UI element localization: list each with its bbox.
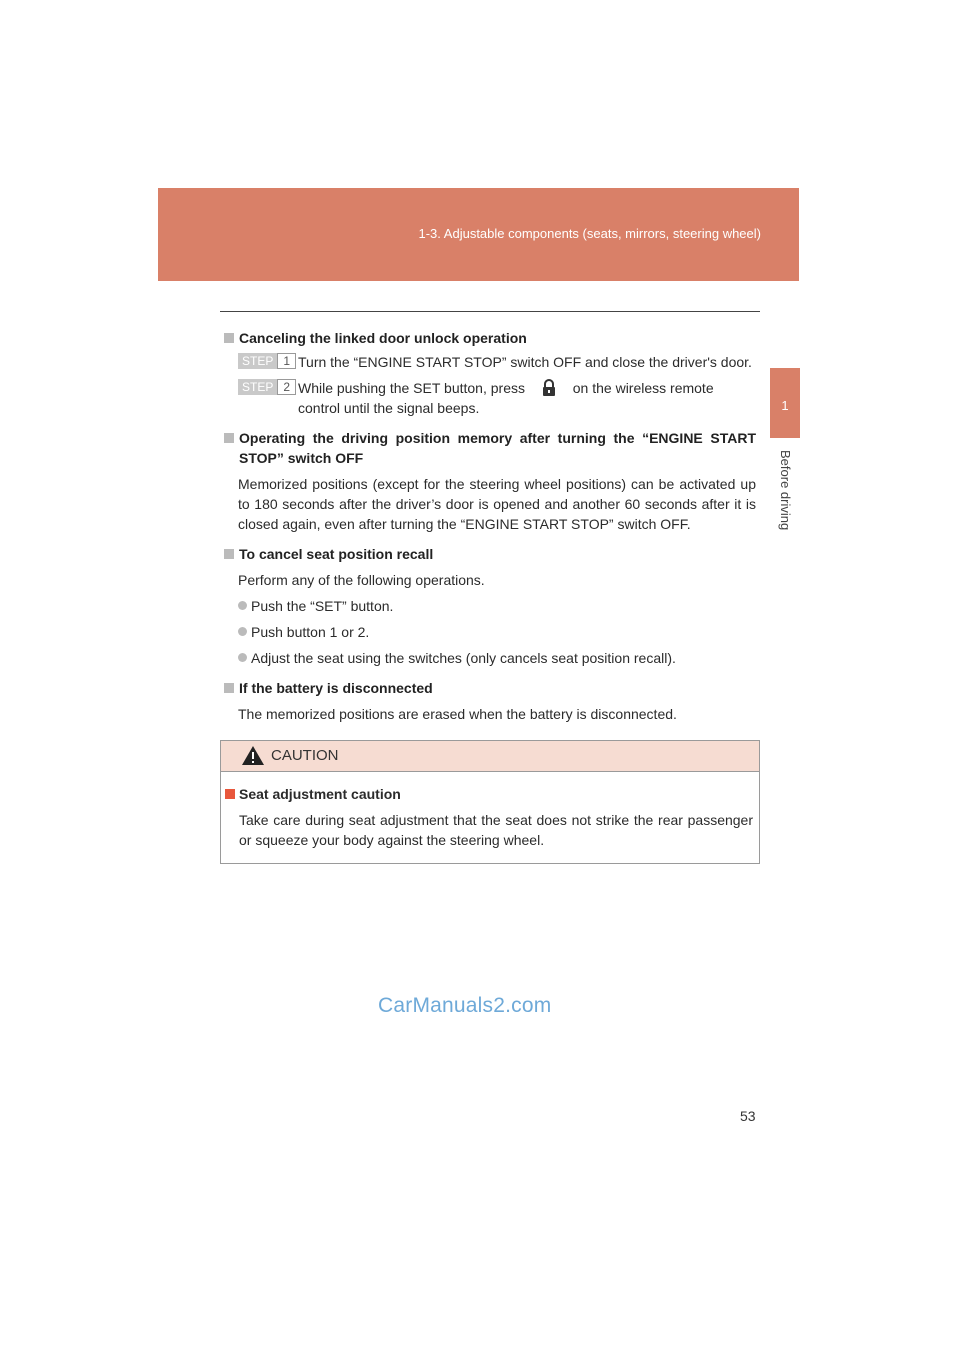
square-bullet-icon (224, 333, 234, 343)
top-rule (220, 311, 760, 312)
square-bullet-icon (224, 683, 234, 693)
warning-triangle-icon (241, 745, 265, 771)
list-item: Adjust the seat using the switches (only cancels seat position recall). (224, 648, 756, 668)
heading-cancel-unlock: Canceling the linked door unlock operation (224, 328, 756, 348)
caution-box (220, 740, 760, 864)
caution-heading: Seat adjustment caution (225, 784, 753, 804)
step-2 (224, 378, 756, 418)
section-title: 1-3. Adjustable components (seats, mirrors, steering wheel) (418, 226, 761, 241)
memory-after-off-text: Memorized positions (except for the steering wheel positions) can be activated up to 180 seconds after the driver’s door is opened and another 60 seconds after it is closed again, even after turning the “ENGINE START STOP” switch OFF. (238, 476, 756, 532)
heading-cancel-recall: To cancel seat position recall (224, 544, 756, 564)
step-1 (224, 352, 756, 372)
header-band (158, 188, 799, 281)
chapter-label: Before driving (778, 450, 793, 531)
round-bullet-icon (238, 653, 247, 662)
caution-body (221, 772, 759, 850)
round-bullet-icon (238, 601, 247, 610)
lock-icon (529, 379, 569, 397)
step-2-text-after: on the wireless remote control until the signal beeps. (298, 380, 714, 416)
list-item: Push the “SET” button. (224, 596, 756, 616)
square-bullet-icon (225, 789, 235, 799)
page-content (224, 328, 756, 724)
step-badge: STEP 2 (238, 379, 296, 395)
heading-battery: If the battery is disconnected (224, 678, 756, 698)
list-item: Push button 1 or 2. (224, 622, 756, 642)
page-number: 53 (740, 1108, 756, 1124)
caution-title: CAUTION (271, 747, 339, 764)
cancel-recall-intro: Perform any of the following operations. (238, 572, 485, 588)
battery-text: The memorized positions are erased when the battery is disconnected. (238, 706, 677, 722)
caution-header (221, 741, 759, 772)
round-bullet-icon (238, 627, 247, 636)
square-bullet-icon (224, 433, 234, 443)
square-bullet-icon (224, 549, 234, 559)
watermark: CarManuals2.com (378, 994, 552, 1017)
chapter-tab (770, 368, 800, 438)
chapter-number: 1 (781, 398, 789, 413)
heading-memory-after-off: Operating the driving position memory after turning the “ENGINE START STOP” switch OFF (224, 428, 756, 468)
step-2-text-before: While pushing the SET button, press (298, 380, 525, 396)
caution-text: Take care during seat adjustment that the seat does not strike the rear passenger or squeeze your body against the steering wheel. (239, 812, 753, 848)
step-badge: STEP 1 (238, 353, 296, 369)
step-1-text: Turn the “ENGINE START STOP” switch OFF and close the driver's door. (298, 354, 752, 370)
